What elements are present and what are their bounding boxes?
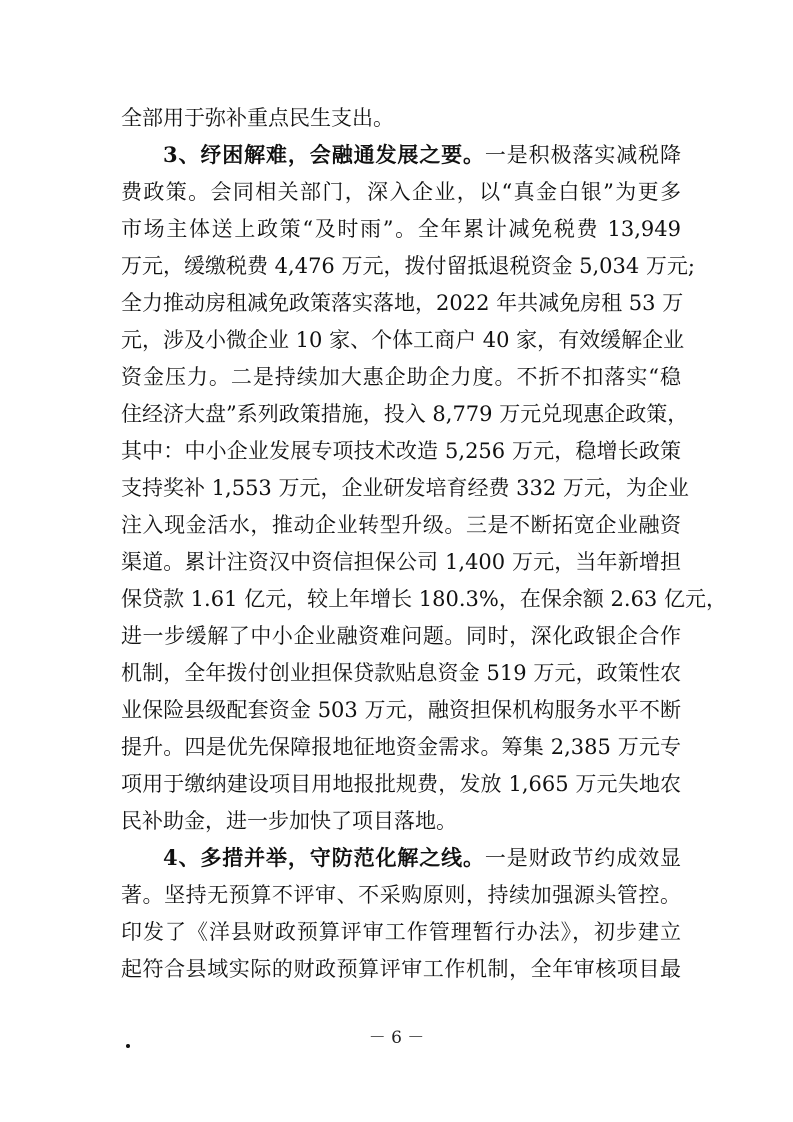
section-3-line-10: 支持奖补 1,553 万元，企业研发培育经费 332 万元，为企业: [121, 476, 689, 500]
section-3-first-line: [163, 140, 681, 170]
section-4-first-line: [163, 843, 681, 873]
section-4-heading: 4、多措并举，守防范化解之线。: [163, 845, 485, 870]
section-3-line-9: 其中：中小企业发展专项技术改造 5,256 万元，稳增长政策: [121, 439, 681, 463]
section-4-line-2: 著。坚持无预算不评审、不采购原则，持续加强源头管控。: [121, 883, 681, 907]
section-3-line-6: 元，涉及小微企业 10 家、个体工商户 40 家，有效缓解企业: [121, 328, 685, 352]
section-3-line-3: 市场主体送上政策“及时雨”。全年累计减免税费 13,949: [121, 217, 681, 241]
section-3-line-16: 业保险县级配套资金 503 万元，融资担保机构服务水平不断: [121, 698, 681, 722]
section-3-line-11: 注入现金活水，推动企业转型升级。三是不断拓宽企业融资: [121, 513, 681, 537]
section-3-line-5: 全力推动房租减免政策落实落地，2022 年共减免房租 53 万: [121, 291, 684, 315]
section-4-line-4: 起符合县域实际的财政预算评审工作机制，全年审核项目最: [121, 957, 681, 981]
section-4-line-3: 印发了《洋县财政预算评审工作管理暂行办法》，初步建立: [121, 920, 681, 944]
section-3-line-13: 保贷款 1.61 亿元，较上年增长 180.3%，在保余额 2.63 亿元，: [121, 587, 727, 611]
section-3-line-4: 万元，缓缴税费 4,476 万元，拨付留抵退税资金 5,034 万元;: [121, 254, 696, 278]
section-3-line-17: 提升。四是优先保障报地征地资金需求。筹集 2,385 万元专: [121, 735, 681, 759]
intro-line-1: 全部用于弥补重点民生支出。: [121, 106, 394, 130]
section-4-line-1-rest: 一是财政节约成效显: [484, 846, 681, 870]
section-3-line-1-rest: 一是积极落实减税降: [484, 143, 681, 167]
section-3-line-15: 机制，全年拨付创业担保贷款贴息资金 519 万元，政策性农: [121, 661, 681, 685]
section-3-line-2: 费政策。会同相关部门，深入企业，以“真金白银”为更多: [121, 180, 681, 204]
section-3-line-8: 住经济大盘”系列政策措施，投入 8,779 万元兑现惠企政策，: [121, 402, 689, 426]
section-3-line-14: 进一步缓解了中小企业融资难问题。同时，深化政银企合作: [121, 624, 681, 648]
page-number: － 6 －: [368, 1028, 425, 1048]
section-3-line-19: 民补助金，进一步加快了项目落地。: [121, 809, 457, 833]
section-3-heading: 3、纾困解难，会融通发展之要。: [163, 142, 485, 167]
section-3-line-7: 资金压力。二是持续加大惠企助企力度。不折不扣落实“稳: [121, 365, 681, 389]
section-3-line-12: 渠道。累计注资汉中资信担保公司 1,400 万元，当年新增担: [121, 550, 681, 574]
section-3-line-18: 项用于缴纳建设项目用地报批规费，发放 1,665 万元失地农: [121, 772, 681, 796]
